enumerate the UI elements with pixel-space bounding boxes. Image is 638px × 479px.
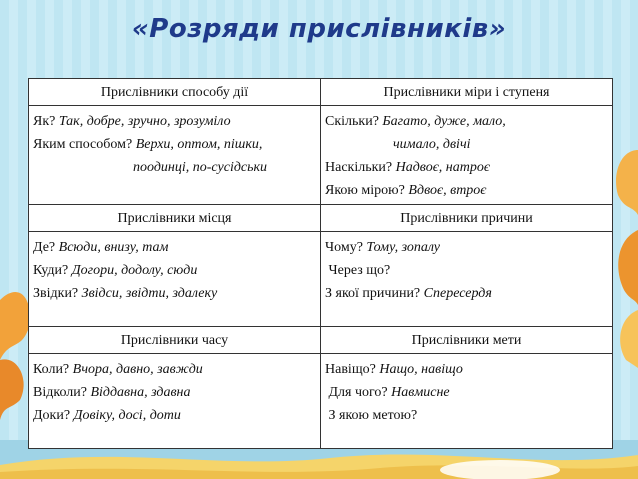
- table-row: [29, 106, 613, 205]
- cell-line: поодинці, по-сусідськи: [133, 160, 268, 175]
- cell-line: Доки? Довіку, досі, доти: [33, 408, 181, 423]
- cell-time: [29, 354, 321, 449]
- cell-line: З якою метою?: [325, 408, 418, 423]
- table-header-row: [29, 327, 613, 354]
- leaf-decoration-left: [0, 292, 30, 360]
- leaf-decoration-right: [616, 150, 638, 215]
- header-cause: Прислівники причини: [321, 205, 613, 232]
- cell-line: Для чого? Навмисне: [325, 385, 450, 400]
- table-row: [29, 232, 613, 327]
- slide-title: «Розряди прислівників»: [131, 14, 507, 44]
- cell-line: Через що?: [325, 263, 391, 278]
- leaf-decoration-right-2: [618, 230, 638, 305]
- cell-line: Де? Всюди, внизу, там: [33, 240, 169, 255]
- cell-line: Наскільки? Надвоє, натроє: [325, 160, 490, 175]
- cell-line: Чому? Тому, зопалу: [325, 240, 441, 255]
- header-place: Прислівники місця: [29, 205, 321, 232]
- header-degree: Прислівники міри і ступеня: [321, 79, 613, 106]
- table-header-row: [29, 79, 613, 106]
- table-header-row: [29, 205, 613, 232]
- header-time: Прислівники часу: [29, 327, 321, 354]
- adverb-categories-table: [28, 78, 613, 449]
- cell-line: чимало, двічі: [393, 137, 471, 152]
- header-manner: Прислівники способу дії: [29, 79, 321, 106]
- cell-line: Куди? Догори, додолу, сюди: [33, 263, 198, 278]
- cell-manner: [29, 106, 321, 205]
- cell-degree: [321, 106, 613, 205]
- leaf-decoration-right-3: [620, 310, 638, 368]
- cell-line: Навіщо? Нащо, навіщо: [325, 362, 463, 377]
- cell-line: Якою мірою? Вдвоє, втроє: [325, 183, 487, 198]
- cell-line: Як? Так, добре, зручно, зрозуміло: [33, 114, 231, 129]
- cell-line: Коли? Вчора, давно, завжди: [33, 362, 203, 377]
- cell-line: З якої причини? Спересердя: [325, 286, 492, 301]
- cell-line: Яким способом? Верхи, оптом, пішки,: [33, 137, 263, 152]
- header-purpose: Прислівники мети: [321, 327, 613, 354]
- cell-purpose: [321, 354, 613, 449]
- cell-line: Скільки? Багато, дуже, мало,: [325, 114, 506, 129]
- cell-line: Відколи? Віддавна, здавна: [33, 385, 191, 400]
- cell-place: [29, 232, 321, 327]
- cell-line: Звідки? Звідси, звідти, здалеку: [33, 286, 218, 301]
- leaf-decoration-left-2: [0, 359, 24, 420]
- table-row: [29, 354, 613, 449]
- cell-cause: [321, 232, 613, 327]
